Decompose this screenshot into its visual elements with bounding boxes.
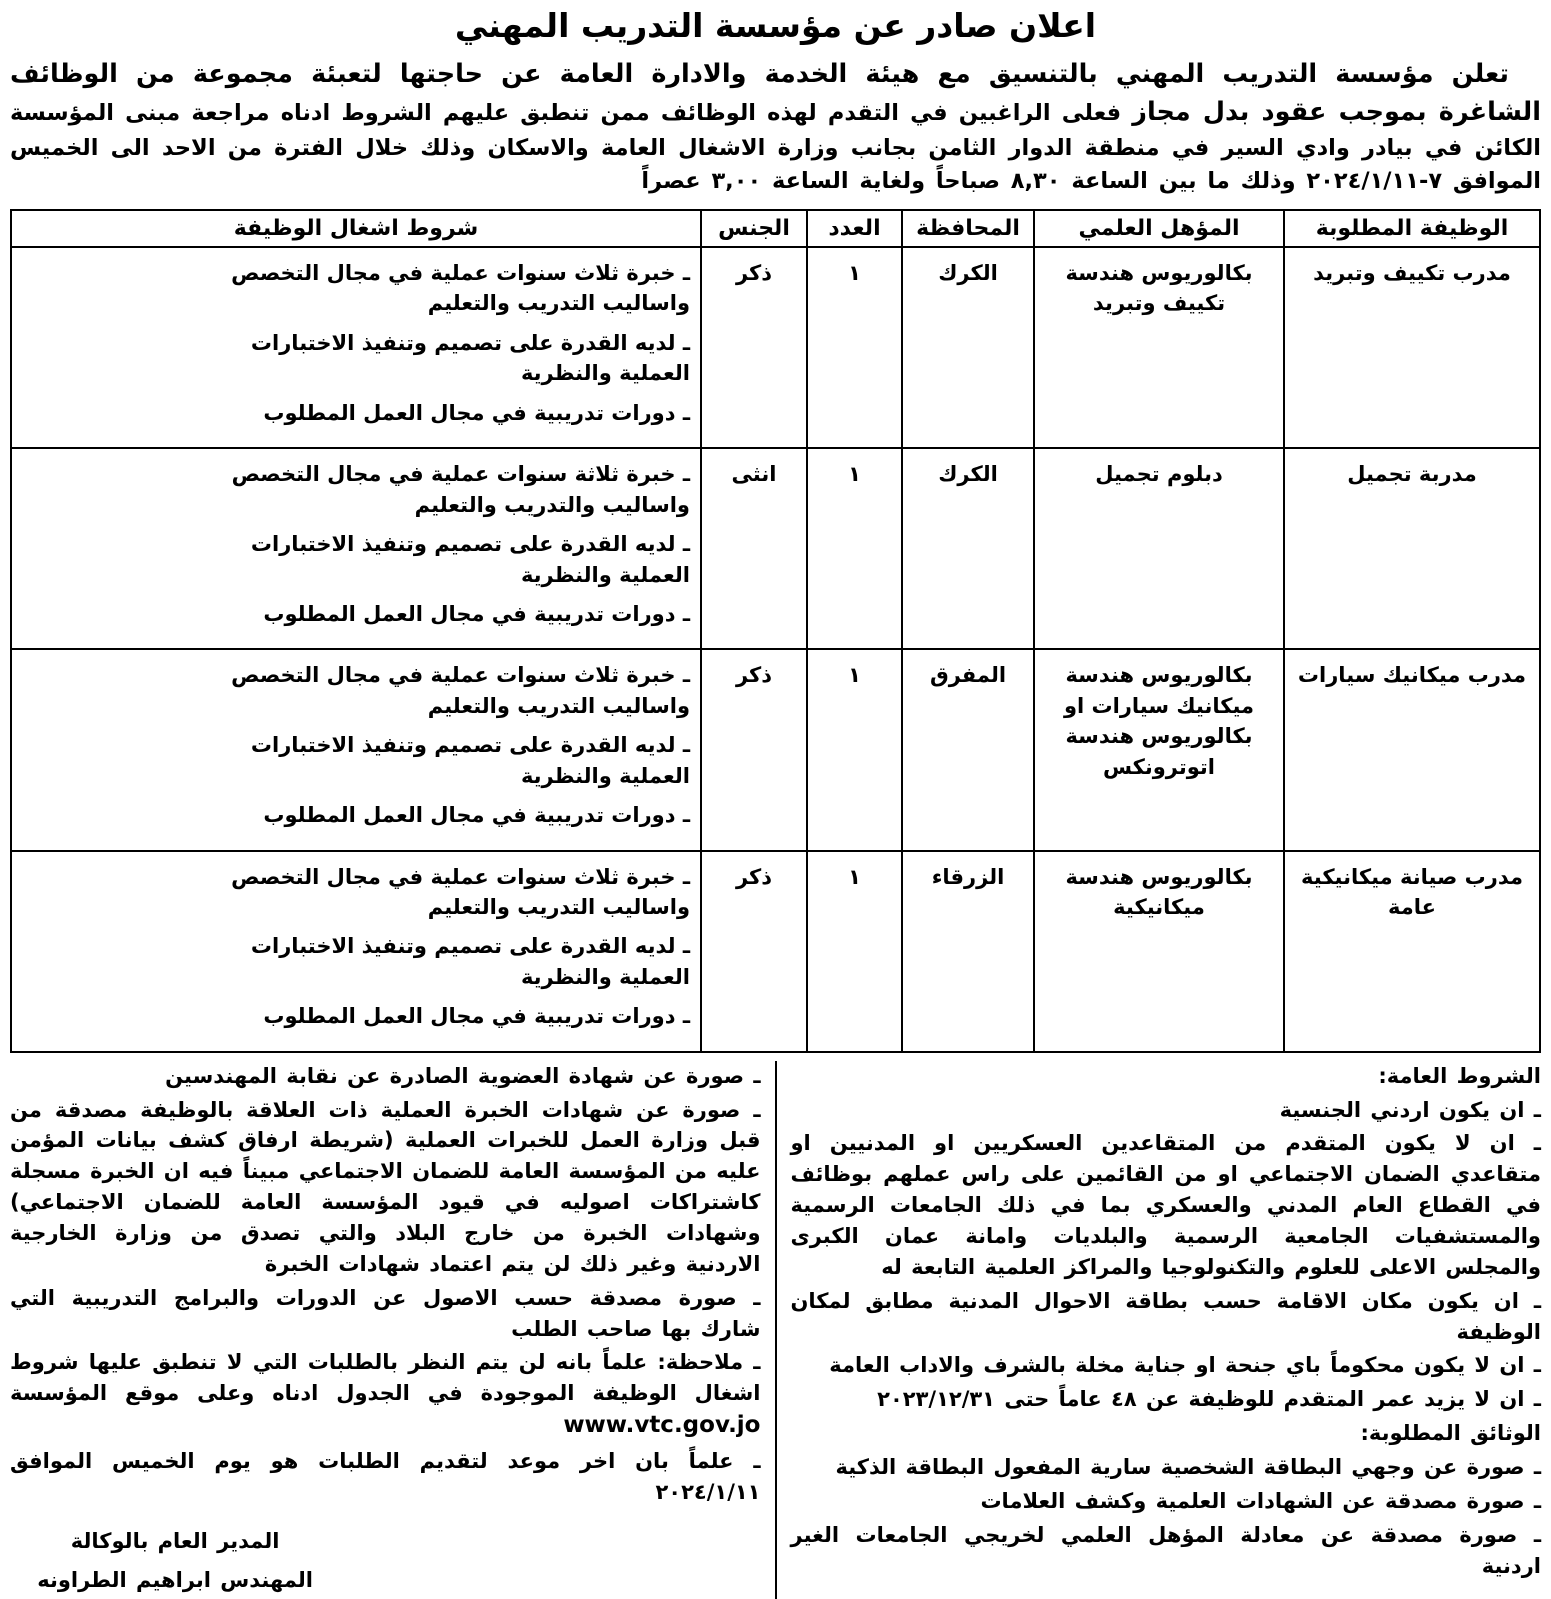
gender-cell: ذكر xyxy=(701,649,807,850)
gender-cell: ذكر xyxy=(701,851,807,1052)
header-position: الوظيفة المطلوبة xyxy=(1284,210,1540,247)
governorate-cell: الزرقاء xyxy=(902,851,1034,1052)
signature-title: المدير العام بالوكالة xyxy=(70,1528,280,1553)
requirement-item: ـ لديه القدرة على تصميم وتنفيذ الاختبارات العملية والنظرية xyxy=(250,330,690,386)
requirement-item: ـ لديه القدرة على تصميم وتنفيذ الاختبارات العملية والنظرية xyxy=(250,532,690,587)
gender-cell: انثى xyxy=(701,448,807,649)
requirement-item: ـ خبرة ثلاث سنوات عملية في مجال التخصص واساليب التدريب والتعليم xyxy=(231,864,690,919)
requirements-cell xyxy=(11,448,701,649)
header-requirements: شروط اشغال الوظيفة xyxy=(11,210,701,247)
position-cell: مدرب صيانة ميكانيكية عامة xyxy=(1284,851,1540,1052)
requirement-item: ـ دورات تدريبية في مجال العمل المطلوب xyxy=(263,1004,690,1029)
general-conditions-column xyxy=(775,1061,1542,1599)
table-row xyxy=(11,649,1540,850)
header-qualification: المؤهل العلمي xyxy=(1034,210,1284,247)
document-item: ـ صورة عن وجهي البطاقة الشخصية سارية المفعول البطاقة الذكية xyxy=(835,1455,1541,1480)
gender-cell: ذكر xyxy=(701,247,807,448)
qualification-cell: بكالوريوس هندسة ميكانيك سيارات او بكالوريوس هندسة اتوترونكس xyxy=(1034,649,1284,850)
note-text: ـ ملاحظة: علماً بانه لن يتم النظر بالطلبات التي لا تنطبق عليها شروط اشغال الوظيفة الموجودة في الجدول ادناه وعلى موقع المؤسسة xyxy=(10,1350,761,1406)
table-header-row xyxy=(11,210,1540,247)
requirement-item: ـ خبرة ثلاثة سنوات عملية في مجال التخصص واساليب والتدريب والتعليم xyxy=(231,462,690,517)
header-governorate: المحافظة xyxy=(902,210,1034,247)
requirement-item: ـ خبرة ثلاث سنوات عملية في مجال التخصص واساليب التدريب والتعليم xyxy=(231,663,690,718)
requirement-item: ـ لديه القدرة على تصميم وتنفيذ الاختبارات العملية والنظرية xyxy=(250,934,690,989)
document-item: ـ صورة مصدقة حسب الاصول عن الدورات والبرامج التدريبية التي شارك بها صاحب الطلب xyxy=(10,1285,761,1341)
requirements-cell xyxy=(11,247,701,448)
requirement-item: ـ دورات تدريبية في مجال العمل المطلوب xyxy=(263,400,690,425)
count-cell: ١ xyxy=(807,448,902,649)
requirement-item: ـ دورات تدريبية في مجال العمل المطلوب xyxy=(263,601,690,626)
requirement-item: ـ خبرة ثلاث سنوات عملية في مجال التخصص واساليب التدريب والتعليم xyxy=(231,261,690,316)
intro-lead: تعلن مؤسسة التدريب المهني بالتنسيق مع هيئة الخدمة والادارة العامة عن حاجتها لتعبئة مجموعة من الوظائف الشاغرة بموجب عقود بدل مجاز xyxy=(10,59,1541,128)
table-row xyxy=(11,851,1540,1052)
requirements-cell xyxy=(11,851,701,1052)
deadline-item: ـ علماً بان اخر موعد لتقديم الطلبات هو يوم الخميس الموافق ٢٠٢٤/١/١١ xyxy=(10,1449,761,1504)
document-item: ـ صورة عن شهادات الخبرة العملية ذات العلاقة بالوظيفة مصدقة من قبل وزارة العمل للخبرات العملية (شريطة ارفاق كشف بيانات المؤمن عليه من المؤسسة العامة للضمان الاجتماعي مبيناً فيه ان الخبرة مسجلة كاشتراكات اصوليه في قيود المؤسسة العامة للضمان الاجتماعي) وشهادات الخبرة من خارج البلاد والتي تصدق من وزارة الخارجية الاردنية وغير ذلك لن يتم اعتماد شهادات الخبرة xyxy=(10,1097,761,1276)
bottom-section xyxy=(10,1061,1541,1599)
document-item: ـ صورة عن شهادة العضوية الصادرة عن نقابة المهندسين xyxy=(165,1063,761,1088)
general-conditions-heading: الشروط العامة: xyxy=(1378,1063,1541,1088)
intro-rest: فعلى الراغبين في التقدم لهذه الوظائف ممن تنطبق عليهم الشروط ادناه مراجعة مبنى المؤسسة الكائن في بيادر وادي السير في منطقة الدوار الثامن بجانب وزارة الاشغال العامة والاسكان وذلك خلال الفترة من الاحد الى الخميس الموافق ٧-٢٠٢٤/١/١١ وذلك ما بين الساعة ٨,٣٠ صباحاً ولغاية الساعة ٣,٠٠ عصراً xyxy=(10,100,1541,195)
qualification-cell: بكالوريوس هندسة ميكانيكية xyxy=(1034,851,1284,1052)
governorate-cell: المفرق xyxy=(902,649,1034,850)
position-cell: مدرب تكييف وتبريد xyxy=(1284,247,1540,448)
requirement-item: ـ دورات تدريبية في مجال العمل المطلوب xyxy=(263,803,690,828)
qualification-cell: دبلوم تجميل xyxy=(1034,448,1284,649)
website-url: www.vtc.gov.jo xyxy=(563,1412,761,1439)
page-title: اعلان صادر عن مؤسسة التدريب المهني xyxy=(454,6,1097,45)
position-cell: مدرب ميكانيك سيارات xyxy=(1284,649,1540,850)
table-row xyxy=(11,448,1540,649)
qualification-cell: بكالوريوس هندسة تكييف وتبريد xyxy=(1034,247,1284,448)
governorate-cell: الكرك xyxy=(902,247,1034,448)
vacancies-table xyxy=(10,209,1541,1053)
count-cell: ١ xyxy=(807,247,902,448)
document-item: ـ صورة مصدقة عن الشهادات العلمية وكشف العلامات xyxy=(980,1488,1541,1513)
note-item xyxy=(10,1347,761,1443)
header-gender: الجنس xyxy=(701,210,807,247)
condition-item: ـ ان لا يزيد عمر المتقدم للوظيفة عن ٤٨ عاماً حتى ٢٠٢٣/١٢/٣١ xyxy=(877,1387,1541,1412)
position-cell: مدربة تجميل xyxy=(1284,448,1540,649)
document-item: ـ صورة مصدقة عن معادلة المؤهل العلمي لخريجي الجامعات الغير اردنية xyxy=(790,1522,1541,1578)
governorate-cell: الكرك xyxy=(902,448,1034,649)
notes-column xyxy=(10,1061,775,1599)
table-row xyxy=(11,247,1540,448)
count-cell: ١ xyxy=(807,851,902,1052)
condition-item: ـ ان لا يكون المتقدم من المتقاعدين العسكريين او المدنيين او متقاعدي الضمان الاجتماعي او من القائمين على راس عملهم بوظائف في القطاع العام المدني والعسكري بما في ذلك الجامعات الرسمية والمستشفيات الجامعية الرسمية والبلديات وامانة عمان الكبرى والمجلس الاعلى للعلوم والتكنولوجيا والمراكز العلمية التابعة له xyxy=(790,1131,1541,1279)
signature-name: المهندس ابراهيم الطراونه xyxy=(37,1567,313,1592)
signature-block xyxy=(10,1522,340,1599)
condition-item: ـ ان يكون اردني الجنسية xyxy=(1279,1097,1541,1122)
intro-paragraph xyxy=(10,55,1541,199)
condition-item: ـ ان لا يكون محكوماً باي جنحة او جناية مخلة بالشرف والاداب العامة xyxy=(829,1353,1541,1378)
requirements-cell xyxy=(11,649,701,850)
condition-item: ـ ان يكون مكان الاقامة حسب بطاقة الاحوال المدنية مطابق لمكان الوظيفة xyxy=(790,1288,1541,1344)
header-count: العدد xyxy=(807,210,902,247)
requirement-item: ـ لديه القدرة على تصميم وتنفيذ الاختبارات العملية والنظرية xyxy=(250,733,690,788)
count-cell: ١ xyxy=(807,649,902,850)
required-documents-heading: الوثائق المطلوبة: xyxy=(1360,1421,1541,1446)
